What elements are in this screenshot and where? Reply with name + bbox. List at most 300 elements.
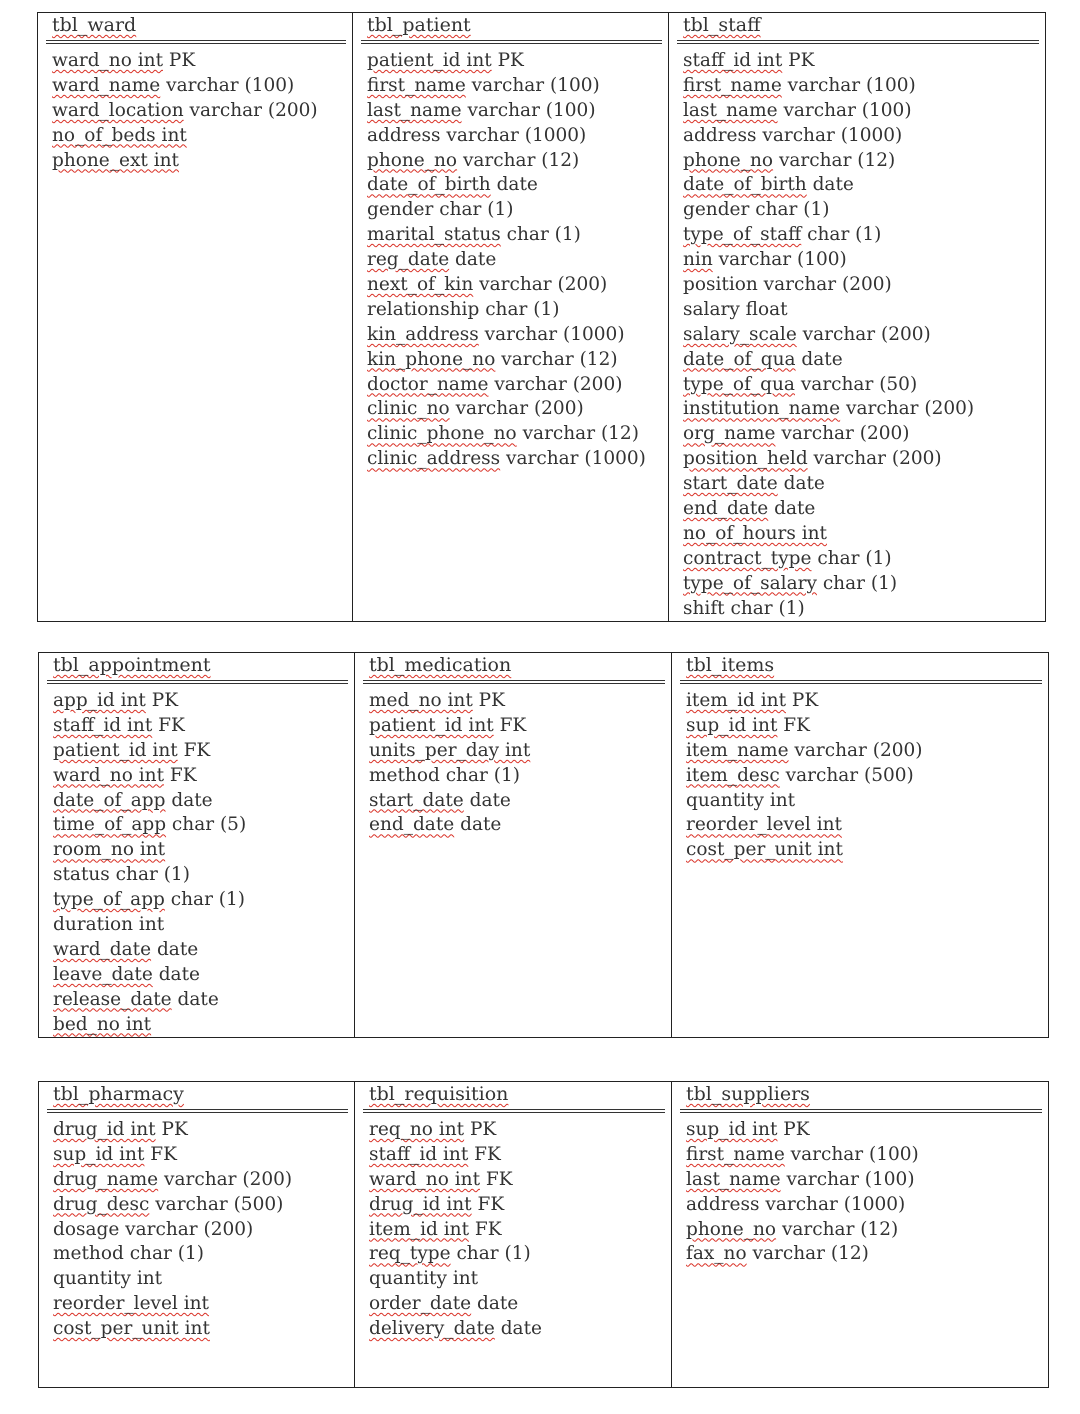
field-name: type_of_salary [683, 572, 817, 594]
field-type: date [463, 789, 511, 811]
field-type: FK [493, 714, 527, 736]
field-type: char (1) [816, 572, 898, 594]
field-name: first_name [683, 74, 782, 96]
field-row [369, 1317, 665, 1342]
field-name: start_date [683, 473, 778, 495]
field-row [369, 789, 665, 814]
field-type: varchar (200) [449, 398, 584, 420]
field-name: clinic_address [367, 448, 501, 470]
field-name: drug_name [53, 1168, 159, 1190]
field-row [683, 597, 1039, 622]
field-name: start_date [369, 789, 464, 811]
field-name: drug_id int [369, 1193, 472, 1215]
field-name: release_date [53, 988, 172, 1010]
field-name: no_of_beds int [52, 124, 187, 146]
field-row [53, 714, 348, 739]
field-type: varchar (100) [780, 1168, 915, 1190]
field-list [53, 1118, 348, 1342]
field-row [686, 1218, 1042, 1243]
field-type: PK [155, 1119, 188, 1140]
field-type: PK [472, 690, 505, 711]
header-double-rule [361, 40, 662, 44]
field-type: FK [164, 764, 197, 786]
field-type: varchar (12) [776, 1218, 899, 1240]
field-row [683, 373, 1039, 398]
field-row [367, 99, 662, 124]
field-type: char (1) [164, 889, 246, 911]
field-type: method char (1) [369, 764, 520, 786]
field-list [686, 1118, 1042, 1267]
field-row [683, 173, 1039, 198]
field-name: app_id int [53, 690, 146, 711]
field-type: PK [491, 50, 524, 71]
field-row [686, 838, 1042, 863]
field-type: varchar (200) [796, 323, 931, 345]
field-row [686, 1168, 1042, 1193]
header-double-rule [47, 680, 348, 684]
field-name: doctor_name [367, 373, 489, 395]
table-card-tbl-medication [355, 653, 672, 1038]
field-type: varchar (100) [784, 1143, 919, 1165]
field-type: address varchar (1000) [683, 124, 903, 146]
field-name: phone_no [686, 1218, 777, 1240]
field-row [683, 74, 1039, 99]
field-name: reorder_level int [53, 1293, 209, 1315]
schema-row-3 [38, 1081, 1049, 1388]
header-double-rule [47, 1109, 348, 1113]
field-row [683, 522, 1039, 547]
field-row [683, 149, 1039, 174]
field-name: position_held [683, 448, 808, 470]
field-row [53, 1218, 348, 1243]
field-row [683, 298, 1039, 323]
field-name: next_of_kin [367, 274, 474, 296]
table-name: tbl_suppliers [686, 1083, 810, 1105]
field-type: FK [152, 714, 185, 736]
field-type: date [152, 963, 200, 985]
field-row [367, 397, 662, 422]
field-type: varchar (100) [160, 74, 295, 96]
field-type: relationship char (1) [367, 298, 560, 320]
field-type: shift char (1) [683, 597, 805, 619]
field-row [367, 248, 662, 273]
field-type: FK [471, 1193, 505, 1215]
field-row [53, 1168, 348, 1193]
field-row [683, 472, 1039, 497]
field-name: clinic_no [367, 398, 450, 420]
field-name: drug_desc [53, 1193, 150, 1215]
field-row [53, 1267, 348, 1292]
field-type: varchar (12) [457, 149, 580, 171]
field-row [683, 124, 1039, 149]
field-type: varchar (100) [781, 74, 916, 96]
field-type: address varchar (1000) [686, 1193, 906, 1215]
schema-row-2 [38, 652, 1049, 1038]
field-type: PK [464, 1119, 497, 1140]
field-row [53, 689, 348, 714]
field-type: date [454, 814, 502, 836]
field-name: type_of_app [53, 889, 165, 911]
table-name: tbl_ward [52, 14, 137, 36]
field-name: salary_scale [683, 323, 797, 345]
field-row [367, 198, 662, 223]
field-name: reorder_level int [686, 814, 842, 836]
field-row [686, 1118, 1042, 1143]
table-card-tbl-suppliers [672, 1082, 1049, 1388]
field-row [683, 547, 1039, 572]
field-type: varchar (200) [473, 274, 608, 296]
field-name: last_name [683, 99, 778, 121]
field-name: phone_no [367, 149, 458, 171]
field-row [367, 348, 662, 373]
field-name: staff_id int [369, 1143, 469, 1165]
field-name: type_of_qua [683, 373, 795, 395]
field-row [53, 764, 348, 789]
field-row [686, 1143, 1042, 1168]
field-type: PK [163, 50, 196, 71]
field-type: PK [777, 1119, 810, 1140]
table-card-tbl-pharmacy [39, 1082, 355, 1388]
field-name: req_type [369, 1243, 451, 1265]
field-type: varchar (1000) [500, 448, 646, 470]
field-type: varchar (500) [149, 1193, 284, 1215]
field-type: varchar (200) [183, 99, 318, 121]
field-row [369, 739, 665, 764]
field-name: time_of_app [53, 814, 167, 836]
field-row [369, 764, 665, 789]
table-card-tbl-items [672, 653, 1049, 1038]
field-row [686, 789, 1042, 814]
field-name: last_name [367, 99, 462, 121]
field-type: duration int [53, 914, 165, 936]
field-row [683, 348, 1039, 373]
field-name: end_date [683, 498, 769, 520]
field-type: date [151, 938, 199, 960]
field-type: quantity int [686, 789, 796, 811]
field-name: no_of_hours int [683, 522, 827, 544]
field-type: varchar (12) [773, 149, 896, 171]
field-list [367, 49, 662, 472]
field-row [52, 124, 346, 149]
field-type: salary float [683, 298, 788, 320]
field-type: FK [777, 714, 810, 736]
field-row [53, 1118, 348, 1143]
field-name: staff_id int [683, 50, 783, 71]
field-type: date [806, 174, 854, 196]
field-type: char (5) [166, 814, 247, 836]
field-type: varchar (200) [788, 739, 923, 761]
field-type: date [449, 249, 497, 271]
field-type: varchar (100) [777, 99, 912, 121]
field-type: varchar (12) [516, 423, 639, 445]
field-row [367, 422, 662, 447]
field-type: varchar (200) [807, 448, 942, 470]
field-name: cost_per_unit int [686, 839, 843, 861]
field-name: kin_address [367, 323, 479, 345]
field-name: clinic_phone_no [367, 423, 517, 445]
field-type: method char (1) [53, 1243, 204, 1265]
field-row [686, 764, 1042, 789]
field-type: varchar (1000) [478, 323, 625, 345]
field-row [367, 149, 662, 174]
field-name: drug_id int [53, 1119, 156, 1140]
field-type: FK [144, 1143, 177, 1165]
field-name: date_of_birth [683, 174, 807, 196]
header-double-rule [677, 40, 1039, 44]
field-row [686, 689, 1042, 714]
field-type: varchar (100) [465, 74, 600, 96]
schema-row-1 [37, 12, 1046, 622]
field-type: date [490, 174, 538, 196]
header-double-rule [680, 680, 1042, 684]
field-row [53, 913, 348, 938]
field-row [367, 373, 662, 398]
field-type: varchar (100) [461, 99, 596, 121]
field-row [683, 422, 1039, 447]
field-type: date [471, 1293, 519, 1315]
field-name: ward_no int [53, 764, 164, 786]
field-name: type_of_staff [683, 224, 802, 246]
field-row [367, 49, 662, 74]
table-name: tbl_pharmacy [53, 1083, 184, 1105]
field-row [683, 248, 1039, 273]
field-type: varchar (12) [746, 1243, 869, 1265]
field-row [369, 1242, 665, 1267]
field-name: delivery_date [369, 1318, 495, 1340]
field-list [369, 1118, 665, 1342]
field-name: ward_name [52, 74, 161, 96]
field-row [686, 1242, 1042, 1267]
field-type: char (1) [801, 224, 882, 246]
field-name: marital_status [367, 224, 501, 246]
field-row [369, 1292, 665, 1317]
field-row [53, 1193, 348, 1218]
field-type: varchar (50) [794, 373, 918, 395]
field-row [367, 173, 662, 198]
field-type: varchar (500) [779, 764, 914, 786]
field-row [369, 1193, 665, 1218]
field-name: date_of_qua [683, 348, 796, 370]
field-row [683, 99, 1039, 124]
field-row [683, 397, 1039, 422]
field-name: first_name [367, 74, 466, 96]
field-name: item_id int [369, 1218, 469, 1240]
field-name: patient_id int [369, 714, 494, 736]
field-name: item_id int [686, 690, 786, 711]
field-row [53, 988, 348, 1013]
field-row [52, 49, 346, 74]
field-row [367, 323, 662, 348]
field-name: ward_location [52, 99, 184, 121]
field-type: PK [145, 690, 179, 711]
field-name: institution_name [683, 398, 841, 420]
field-type: position varchar (200) [683, 274, 892, 296]
field-type: date [494, 1318, 542, 1340]
field-row [53, 813, 348, 838]
field-type: PK [786, 690, 819, 711]
field-list [683, 49, 1039, 621]
field-name: date_of_birth [367, 174, 491, 196]
field-row [53, 888, 348, 913]
header-double-rule [363, 1109, 665, 1113]
field-name: bed_no int [53, 1013, 152, 1035]
field-row [683, 49, 1039, 74]
field-name: contract_type [683, 547, 812, 569]
field-type: address varchar (1000) [367, 124, 587, 146]
field-row [683, 198, 1039, 223]
field-list [52, 49, 346, 173]
field-type: gender char (1) [683, 199, 830, 221]
header-double-rule [680, 1109, 1042, 1113]
table-card-tbl-appointment [39, 653, 355, 1038]
field-type: FK [177, 739, 211, 761]
field-name: date_of_app [53, 789, 166, 811]
field-name: sup_id int [686, 714, 778, 736]
field-name: last_name [686, 1168, 781, 1190]
field-list [369, 689, 665, 838]
field-name: req_no int [369, 1119, 465, 1140]
field-name: phone_no [683, 149, 774, 171]
field-type: char (1) [500, 224, 581, 246]
field-type: date [768, 498, 816, 520]
field-row [53, 838, 348, 863]
table-name: tbl_appointment [53, 654, 211, 676]
field-row [686, 813, 1042, 838]
field-name: patient_id int [367, 50, 492, 71]
field-row [53, 1242, 348, 1267]
field-row [369, 1143, 665, 1168]
table-name: tbl_requisition [369, 1083, 509, 1105]
field-type: quantity int [369, 1268, 479, 1290]
table-card-tbl-staff [669, 13, 1046, 622]
field-list [53, 689, 348, 1037]
field-name: leave_date [53, 963, 153, 985]
field-row [369, 1218, 665, 1243]
field-name: sup_id int [686, 1119, 778, 1140]
header-double-rule [363, 680, 665, 684]
field-name: room_no int [53, 839, 166, 861]
field-row [683, 223, 1039, 248]
field-type: FK [480, 1168, 513, 1190]
field-name: end_date [369, 814, 455, 836]
field-type: varchar (100) [712, 249, 847, 271]
field-name: phone_ext int [52, 149, 179, 171]
field-name: nin [683, 249, 713, 271]
field-name: med_no int [369, 690, 473, 711]
field-type: date [165, 789, 213, 811]
field-row [369, 1267, 665, 1292]
field-type: varchar (200) [840, 398, 975, 420]
field-type: status char (1) [53, 864, 190, 886]
field-row [53, 789, 348, 814]
field-row [369, 1168, 665, 1193]
field-row [367, 124, 662, 149]
field-row [367, 298, 662, 323]
field-row [52, 99, 346, 124]
field-name: sup_id int [53, 1143, 145, 1165]
field-name: ward_no int [369, 1168, 480, 1190]
field-row [369, 689, 665, 714]
field-name: item_desc [686, 764, 780, 786]
field-name: staff_id int [53, 714, 153, 736]
field-row [686, 739, 1042, 764]
field-type: gender char (1) [367, 199, 514, 221]
field-type: varchar (200) [488, 373, 623, 395]
table-card-tbl-ward [38, 13, 353, 622]
field-name: ward_no int [52, 50, 163, 71]
field-row [686, 1193, 1042, 1218]
field-row [52, 74, 346, 99]
field-name: reg_date [367, 249, 450, 271]
field-row [369, 1118, 665, 1143]
field-type: varchar (200) [158, 1168, 293, 1190]
field-type: FK [468, 1143, 501, 1165]
field-type: quantity int [53, 1268, 163, 1290]
field-row [53, 863, 348, 888]
header-double-rule [46, 40, 346, 44]
field-name: first_name [686, 1143, 785, 1165]
field-name: order_date [369, 1293, 472, 1315]
field-type: date [795, 348, 843, 370]
table-card-tbl-requisition [355, 1082, 672, 1388]
field-row [53, 739, 348, 764]
field-type: varchar (200) [775, 423, 910, 445]
field-row [53, 1143, 348, 1168]
field-row [53, 938, 348, 963]
field-row [369, 813, 665, 838]
field-name: org_name [683, 423, 776, 445]
field-row [683, 497, 1039, 522]
table-name: tbl_patient [367, 14, 471, 36]
field-row [683, 323, 1039, 348]
field-row [53, 1292, 348, 1317]
field-type: dosage varchar (200) [53, 1218, 254, 1240]
table-name: tbl_items [686, 654, 775, 676]
table-name: tbl_staff [683, 14, 761, 36]
field-row [367, 223, 662, 248]
field-type: FK [469, 1218, 502, 1240]
field-list [686, 689, 1042, 863]
field-name: patient_id int [53, 739, 178, 761]
field-row [53, 1013, 348, 1038]
field-row [683, 572, 1039, 597]
table-name: tbl_medication [369, 654, 512, 676]
field-row [53, 1317, 348, 1342]
field-name: item_name [686, 739, 789, 761]
field-type: date [777, 473, 825, 495]
field-row [686, 714, 1042, 739]
field-type: varchar (12) [495, 348, 618, 370]
field-type: date [171, 988, 219, 1010]
field-row [367, 74, 662, 99]
field-row [367, 273, 662, 298]
field-name: cost_per_unit int [53, 1318, 210, 1340]
field-row [367, 447, 662, 472]
table-card-tbl-patient [353, 13, 669, 622]
field-name: units_per_day int [369, 739, 531, 761]
field-row [53, 963, 348, 988]
field-type: char (1) [450, 1243, 531, 1265]
field-type: char (1) [811, 547, 892, 569]
field-row [369, 714, 665, 739]
field-type: PK [782, 50, 815, 71]
field-row [52, 149, 346, 174]
field-row [683, 273, 1039, 298]
field-name: ward_date [53, 938, 152, 960]
field-name: fax_no [686, 1243, 747, 1265]
field-name: kin_phone_no [367, 348, 496, 370]
field-row [683, 447, 1039, 472]
